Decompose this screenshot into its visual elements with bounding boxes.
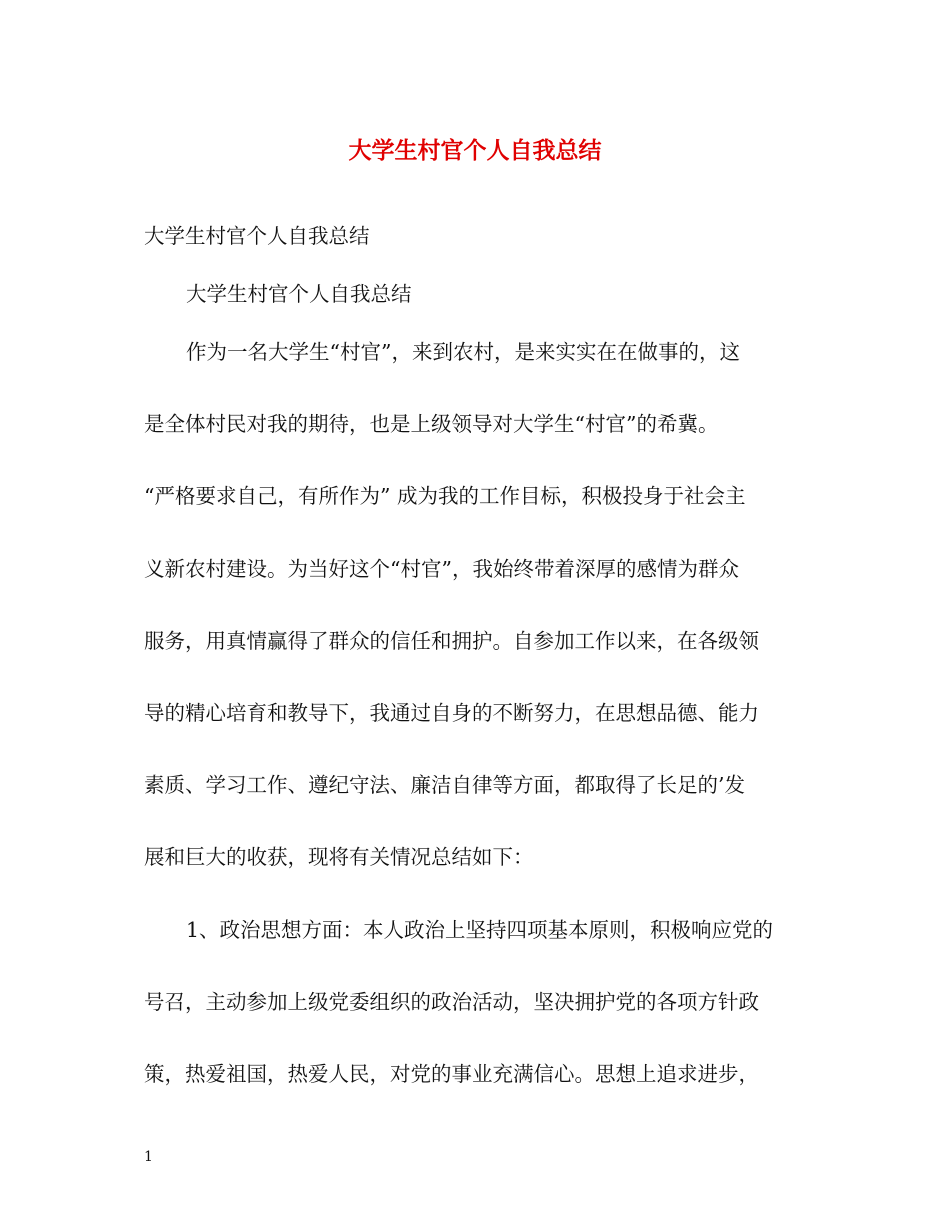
document-title: 大学生村官个人自我总结 <box>348 137 602 164</box>
paragraph-line: 素质、学习工作、遵纪守法、廉洁自律等方面，都取得了长足的’发 <box>144 773 746 798</box>
document-body <box>144 214 816 1124</box>
page-number: 1 <box>144 1149 153 1165</box>
paragraph-line: 策，热爱祖国，热爱人民，对党的事业充满信心。思想上追求进步， <box>144 1061 759 1086</box>
paragraph-line: 是全体村民对我的期待，也是上级领导对大学生“村官”的希冀。 <box>144 412 719 437</box>
paragraph-line: 服务，用真情赢得了群众的信任和拥护。自参加工作以来，在各级领 <box>144 628 759 653</box>
document-subtitle-indented: 大学生村官个人自我总结 <box>186 282 412 306</box>
paragraph-line: 作为一名大学生“村官”，来到农村，是来实实在在做事的，这 <box>186 340 740 364</box>
paragraph-line: 1、政治思想方面：本人政治上坚持四项基本原则，积极响应党的 <box>186 917 774 942</box>
paragraph-line: 导的精心培育和教导下，我通过自身的不断努力，在思想品德、能力 <box>144 700 759 725</box>
document-subtitle: 大学生村官个人自我总结 <box>144 224 370 248</box>
paragraph-line: “严格要求自己，有所作为” 成为我的工作目标，积极投身于社会主 <box>144 484 746 509</box>
paragraph-line: 展和巨大的收获，现将有关情况总结如下： <box>144 845 534 870</box>
paragraph-line: 号召，主动参加上级党委组织的政治活动，坚决拥护党的各项方针政 <box>144 989 759 1014</box>
paragraph-line: 义新农村建设。为当好这个“村官”，我始终带着深厚的感情为群众 <box>144 556 739 581</box>
